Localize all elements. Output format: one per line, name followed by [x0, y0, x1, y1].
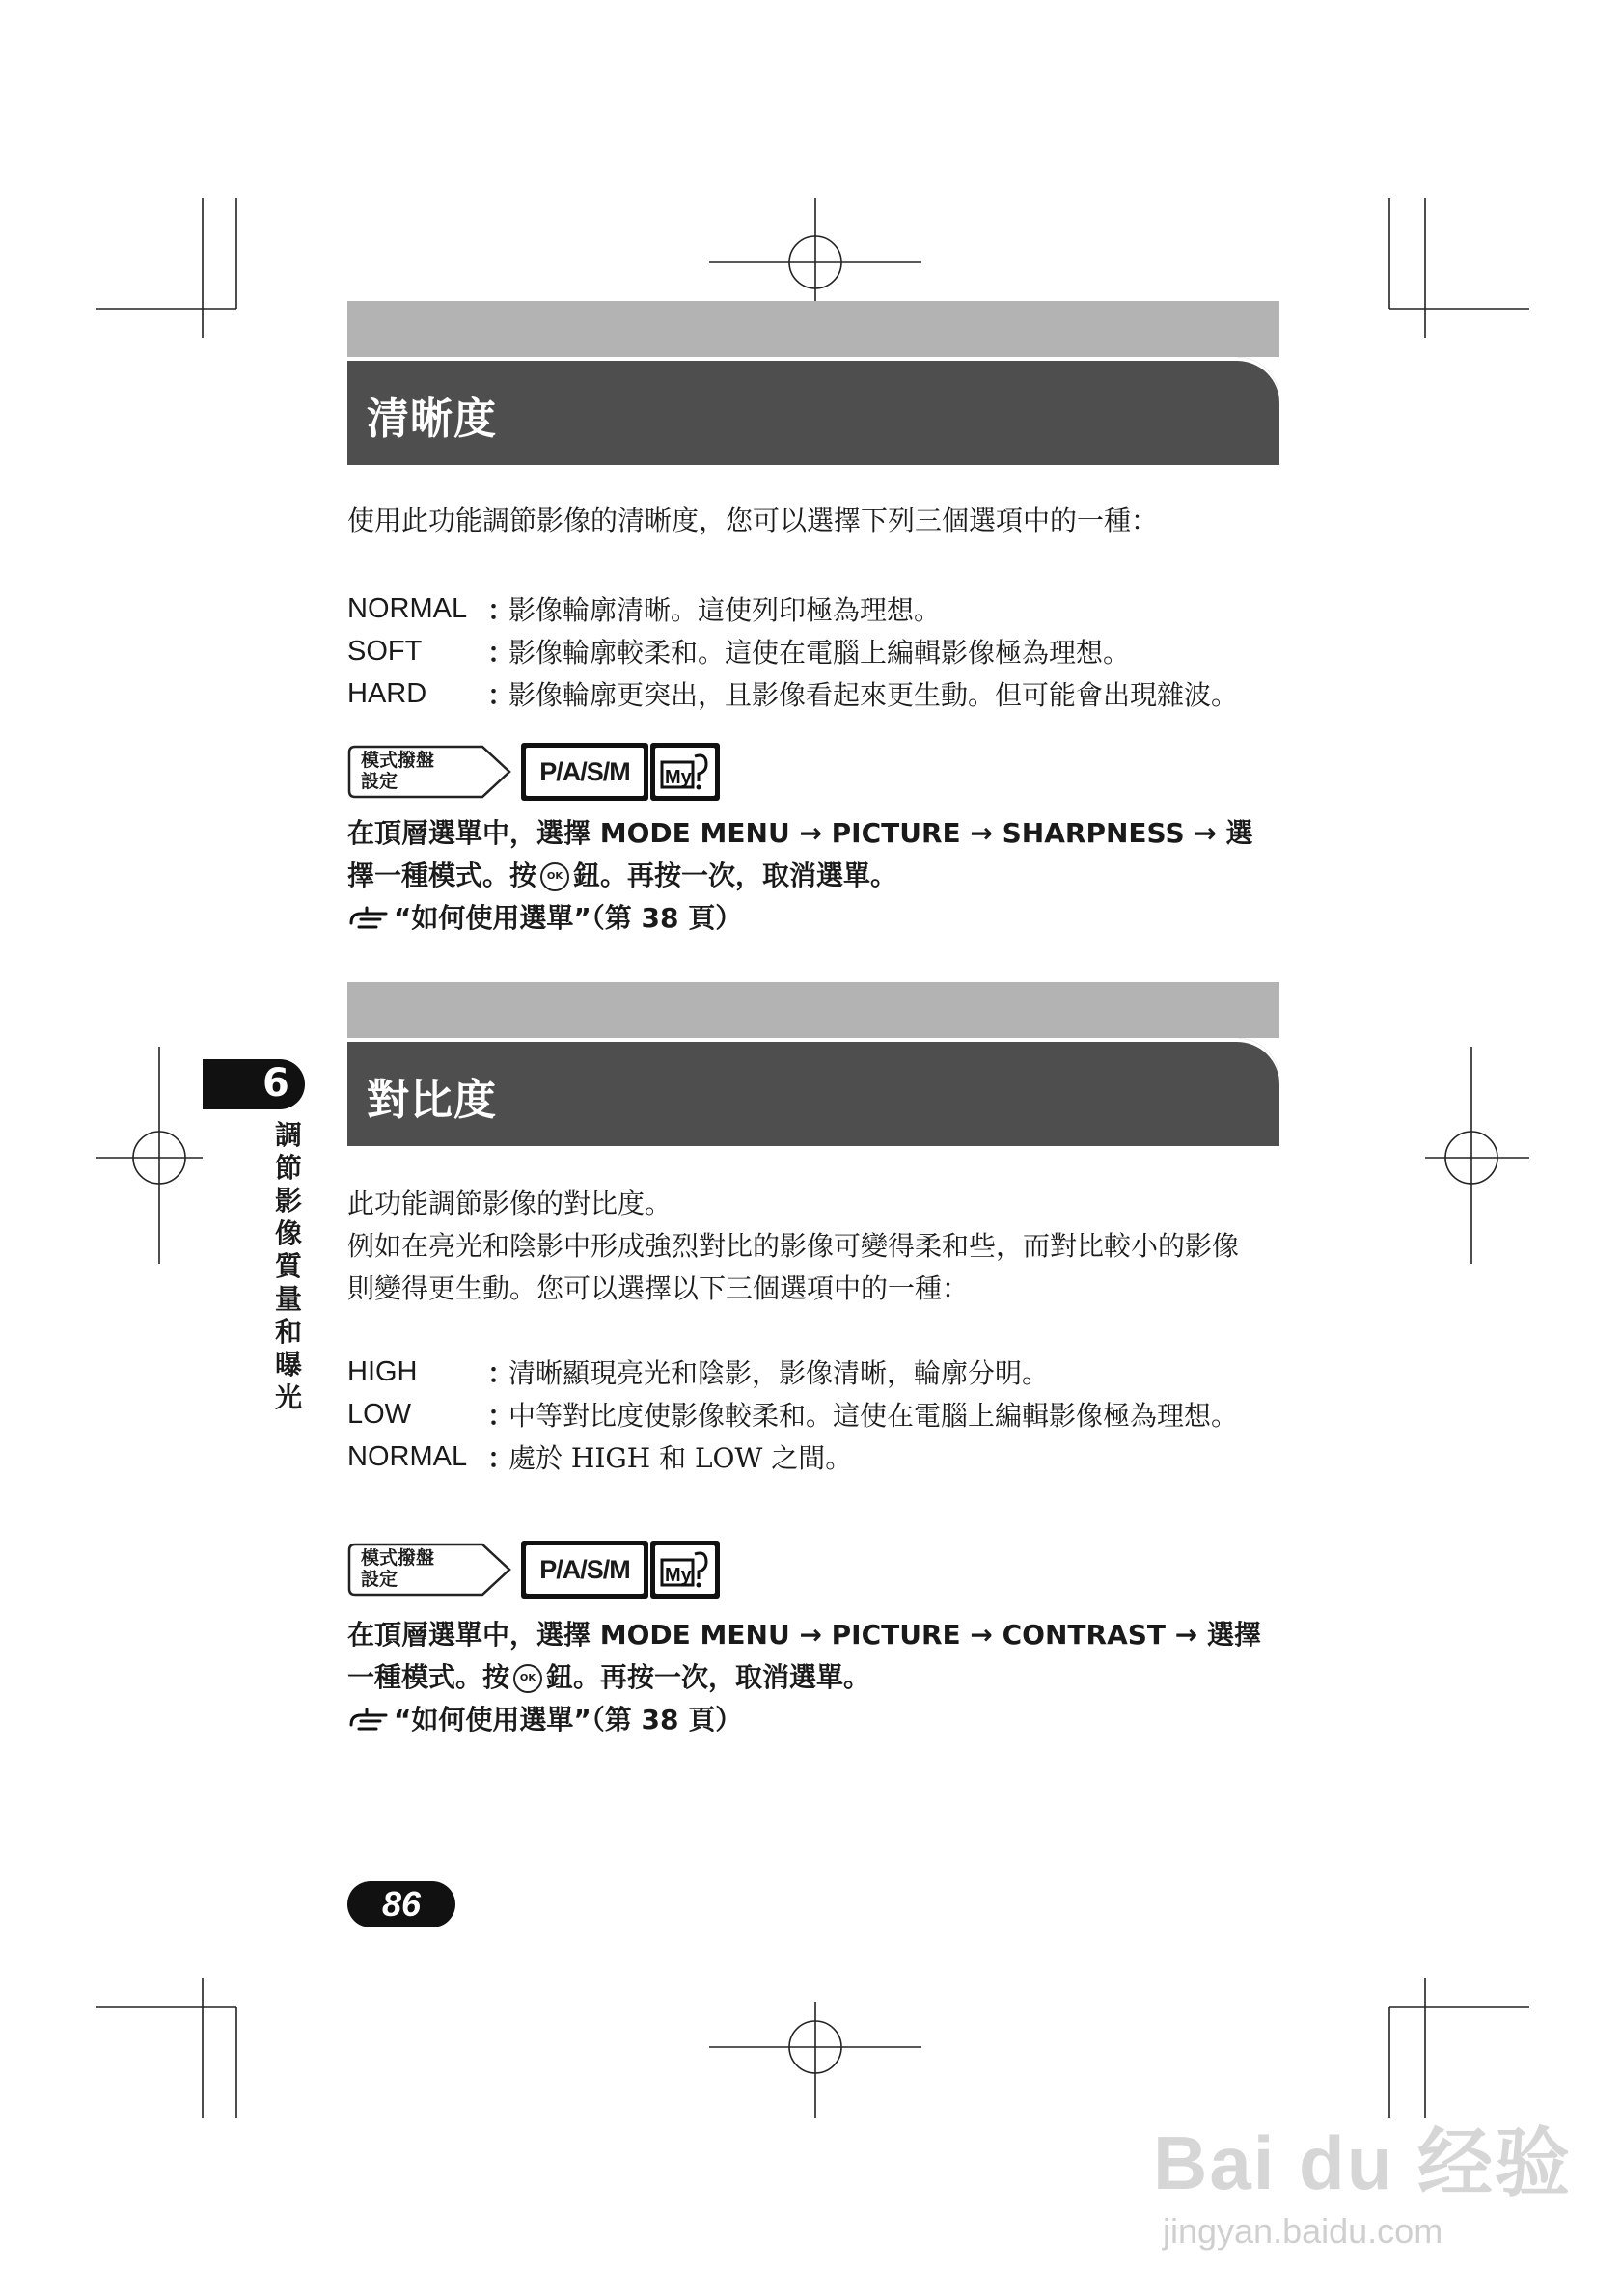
watermark [1153, 2103, 1587, 2277]
mode-pasm-badge [521, 1541, 648, 1599]
option-colon: ： [487, 1442, 515, 1474]
header-band [347, 982, 1279, 1038]
mode-pasm-label: P/A/S/M [526, 748, 644, 796]
option-colon: ： [487, 594, 515, 626]
option-row [347, 1351, 1293, 1393]
option-row [347, 1393, 1293, 1435]
option-row [347, 672, 1293, 715]
instruction-line: 一種模式。按 OK 鈕。再按一次，取消選單。 [347, 1661, 871, 1693]
intro-line: 使用此功能調節影像的清晰度，您可以選擇下列三個選項中的一種： [347, 505, 1159, 536]
section-header-contrast [347, 982, 1279, 1146]
option-colon: ： [487, 1400, 515, 1432]
option-row [347, 588, 1293, 630]
watermark-brand: Bai du 经验 [1153, 2120, 1573, 2205]
header-tab [347, 357, 1279, 465]
option-key: HIGH [347, 1355, 418, 1387]
option-colon: ： [487, 1357, 515, 1389]
option-value: 影像輪廓更突出，且影像看起來更生動。但可能會出現雜波。 [508, 679, 1239, 711]
my-mode-icon [650, 1541, 720, 1599]
section-intro [347, 1183, 1283, 1310]
watermark-url: jingyan.baidu.com [1163, 2211, 1443, 2251]
mode-dial-tag [347, 745, 513, 799]
ok-button-icon: OK [513, 1664, 542, 1693]
reference-line [347, 897, 1293, 940]
mode-dial-row [347, 743, 733, 805]
option-key: SOFT [347, 635, 423, 667]
chapter-tab [203, 1059, 305, 1109]
page-number: 86 [347, 1881, 455, 1927]
instruction-line: 擇一種模式。按 OK 鈕。再按一次，取消選單。 [347, 860, 898, 891]
header-band [347, 301, 1279, 357]
ok-button-icon: OK [540, 862, 569, 891]
option-key: NORMAL [347, 1440, 468, 1472]
option-value: 清晰顯現亮光和陰影，影像清晰，輪廓分明。 [508, 1357, 1050, 1389]
section-title: 清晰度 [367, 395, 497, 444]
instruction-line: 在頂層選單中，選擇 MODE MENU → PICTURE → SHARPNESS → 選 [347, 817, 1253, 849]
instruction-block [347, 1614, 1293, 1741]
pointing-hand-icon [347, 1706, 394, 1735]
mode-dial-label: 模式撥盤 設定 [361, 750, 435, 792]
reference-line [347, 1699, 1293, 1741]
svg-text:My: My [665, 1565, 692, 1586]
option-value: 影像輪廓較柔和。這使在電腦上編輯影像極為理想。 [508, 637, 1131, 669]
chapter-number: 6 [262, 1061, 289, 1106]
options-list [347, 1351, 1293, 1478]
section-header-sharpness [347, 301, 1279, 465]
reference-link[interactable]: “如何使用選單”（第 38 頁） [394, 1704, 743, 1736]
intro-line: 則變得更生動。您可以選擇以下三個選項中的一種： [347, 1272, 970, 1304]
option-value: 中等對比度使影像較柔和。這使在電腦上編輯影像極為理想。 [508, 1400, 1239, 1432]
header-tab [347, 1038, 1279, 1146]
reference-link[interactable]: “如何使用選單”（第 38 頁） [394, 902, 743, 934]
option-row [347, 1435, 1293, 1478]
option-colon: ： [487, 637, 515, 669]
svg-text:My: My [665, 767, 692, 788]
intro-line: 例如在亮光和陰影中形成強烈對比的影像可變得柔和些，而對比較小的影像 [347, 1230, 1240, 1262]
my-mode-icon [650, 743, 720, 801]
instruction-block [347, 812, 1293, 940]
mode-dial-tag [347, 1543, 513, 1597]
instruction-line: 在頂層選單中，選擇 MODE MENU → PICTURE → CONTRAST → 選擇 [347, 1619, 1261, 1651]
option-value: 影像輪廓清晰。這使列印極為理想。 [508, 594, 942, 626]
pointing-hand-icon [347, 904, 394, 933]
section-title: 對比度 [367, 1076, 497, 1125]
mode-dial-row [347, 1541, 733, 1602]
option-key: LOW [347, 1398, 412, 1430]
mode-pasm-label: P/A/S/M [526, 1545, 644, 1594]
section-intro [347, 500, 1283, 542]
option-colon: ： [487, 679, 515, 711]
chapter-name: 調節影像質量和曝光 [274, 1119, 302, 1413]
mode-pasm-badge [521, 743, 648, 801]
option-key: HARD [347, 677, 427, 709]
option-value: 處於 HIGH 和 LOW 之間。 [508, 1442, 853, 1474]
intro-line: 此功能調節影像的對比度。 [347, 1188, 673, 1219]
options-list [347, 588, 1293, 715]
option-row [347, 630, 1293, 672]
option-key: NORMAL [347, 592, 468, 624]
mode-dial-label: 模式撥盤 設定 [361, 1547, 435, 1590]
